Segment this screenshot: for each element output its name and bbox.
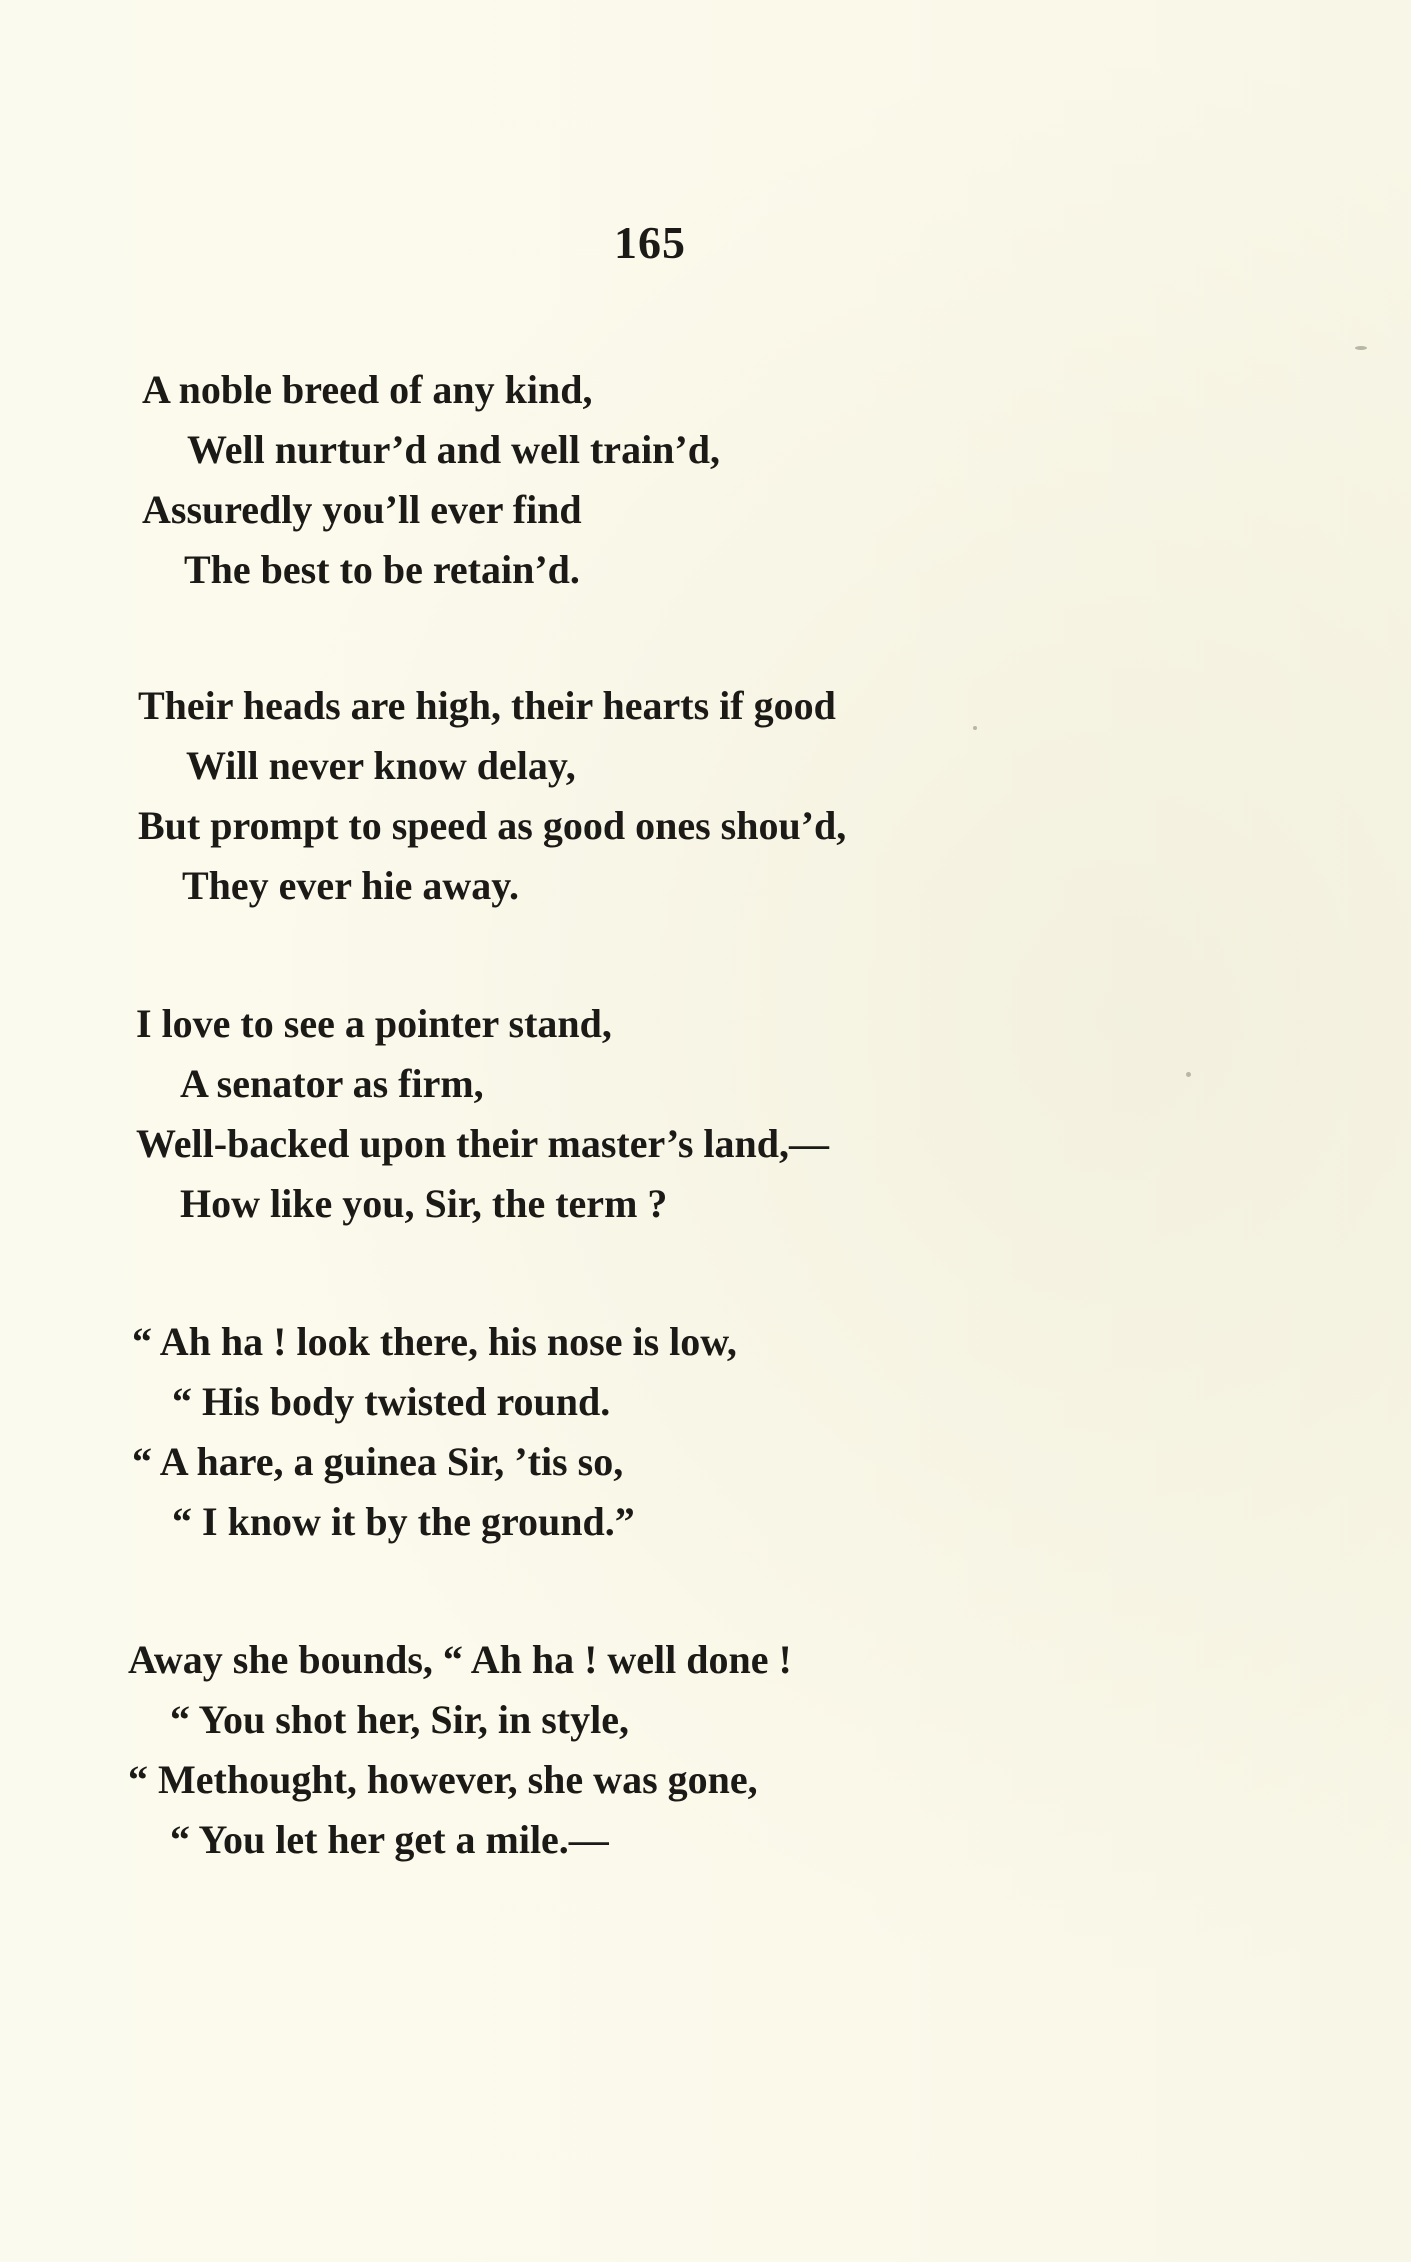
verse-line: Well-backed upon their master’s land,—: [136, 1121, 829, 1166]
verse-line: Away she bounds, “ Ah ha ! well done !: [128, 1637, 792, 1682]
verse-line: “ A hare, a guinea Sir, ’tis so,: [132, 1439, 624, 1484]
verse-line: A noble breed of any kind,: [142, 367, 593, 412]
verse-line: “ You let her get a mile.—: [170, 1817, 609, 1862]
verse-line: But prompt to speed as good ones shou’d,: [138, 803, 847, 848]
paper-speck: [973, 726, 977, 730]
verse-line: They ever hie away.: [182, 863, 520, 908]
verse-line: Assuredly you’ll ever find: [142, 487, 582, 532]
verse-line: How like you, Sir, the term ?: [180, 1181, 668, 1226]
verse-line: A senator as firm,: [180, 1061, 484, 1106]
verse-line: “ Methought, however, she was gone,: [128, 1757, 758, 1802]
verse-line: “ Ah ha ! look there, his nose is low,: [132, 1319, 737, 1364]
page-number: 165: [614, 217, 686, 268]
verse-line: Well nurtur’d and well train’d,: [187, 427, 720, 472]
verse-line: Will never know delay,: [186, 743, 576, 788]
verse-line: I love to see a pointer stand,: [136, 1001, 612, 1046]
verse-line: “ His body twisted round.: [172, 1379, 611, 1424]
verse-line: “ You shot her, Sir, in style,: [170, 1697, 629, 1742]
verse-line: “ I know it by the ground.”: [172, 1499, 635, 1544]
verse-line: Their heads are high, their hearts if good: [138, 683, 836, 728]
verse-line: The best to be retain’d.: [184, 547, 580, 592]
paper-speck: [1186, 1072, 1191, 1077]
paper-speck: [1355, 346, 1367, 350]
